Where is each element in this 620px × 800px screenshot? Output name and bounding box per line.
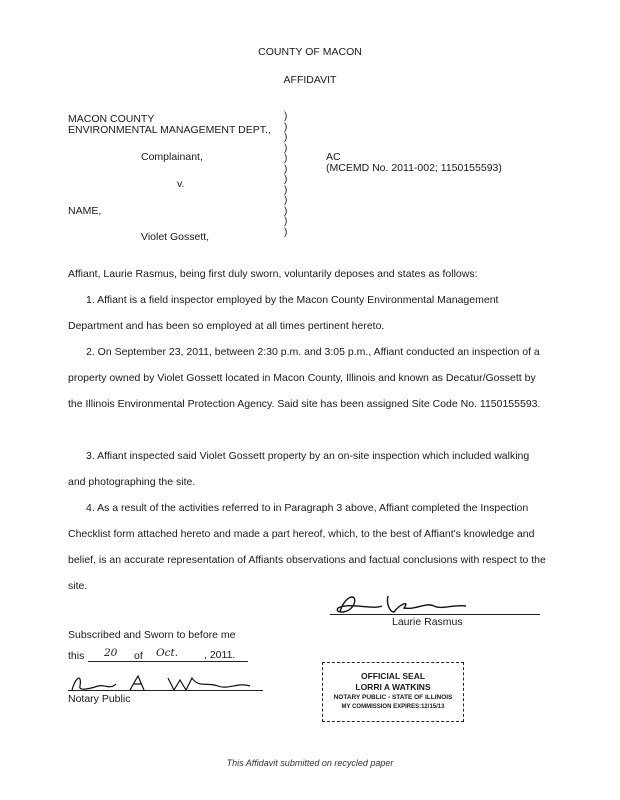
paragraph-2: 2. On September 23, 2011, between 2:30 p.m. and 3:05 p.m., Affiant conducted an inspection of a property owned by Violet Gossett located in Macon County, Illinois and known as Decatur/Gossett by the Illinois Environmental Protection Agency. Said site has been assigned Site Code No. 1150155593. — [68, 346, 541, 410]
caption-respondent-label: NAME, — [68, 205, 102, 217]
jurat-date-line — [88, 661, 248, 662]
jurat-year: , 2011. — [204, 649, 236, 661]
county-heading: COUNTY OF MACON — [258, 46, 362, 58]
jurat-month: Oct. — [156, 647, 179, 659]
affidavit-title: AFFIDAVIT — [283, 74, 337, 86]
notary-signature-line — [68, 690, 263, 691]
jurat-day: 20 — [104, 647, 118, 659]
caption-party-line1: MACON COUNTY — [68, 113, 155, 125]
caption-versus: v. — [177, 178, 185, 190]
affiant-signature-line — [330, 614, 540, 615]
seal-state: NOTARY PUBLIC - STATE OF ILLINOIS — [333, 694, 453, 701]
paragraph-3: 3. Affiant inspected said Violet Gossett property by an on-site inspection which included walking and photographing the site. — [68, 450, 530, 488]
caption-bracket: ) ) ) ) ) ) ) ) ) ) ) ) — [284, 111, 288, 238]
caption-respondent: Violet Gossett, — [141, 231, 210, 243]
notary-label: Notary Public — [68, 693, 131, 705]
affiant-name: Laurie Rasmus — [392, 616, 463, 628]
seal-expiration: MY COMMISSION EXPIRES:12/15/13 — [341, 704, 445, 710]
jurat-of: of — [134, 650, 143, 662]
seal-title: OFFICIAL SEAL — [360, 671, 426, 681]
case-number: (MCEMD No. 2011-002; 1150155593) — [326, 162, 502, 174]
caption-party-line2: ENVIRONMENTAL MANAGEMENT DEPT., — [68, 124, 271, 136]
jurat-subscribed: Subscribed and Sworn to before me — [68, 629, 236, 641]
recycled-paper-note: This Affidavit submitted on recycled paper — [226, 758, 394, 768]
seal-name: LORRI A WATKINS — [355, 682, 431, 692]
notary-seal — [322, 662, 464, 722]
intro-paragraph: Affiant, Laurie Rasmus, being first duly sworn, voluntarily deposes and states as follows: — [68, 268, 478, 280]
case-code: AC — [326, 151, 341, 163]
caption-complainant: Complainant, — [141, 151, 203, 163]
jurat-this: this — [68, 650, 85, 662]
paragraph-1: 1. Affiant is a field inspector employed by the Macon County Environmental Management Department and has been so employed at all times pertinent hereto. — [68, 294, 499, 332]
paragraph-4: 4. As a result of the activities referred to in Paragraph 3 above, Affiant completed the Inspection Checklist form attached hereto and made a part hereof, which, to the best of Affiant's knowledge and belief, is an accurate representation of Affiants observations and factual conclusions with respect to the site. — [68, 502, 546, 592]
